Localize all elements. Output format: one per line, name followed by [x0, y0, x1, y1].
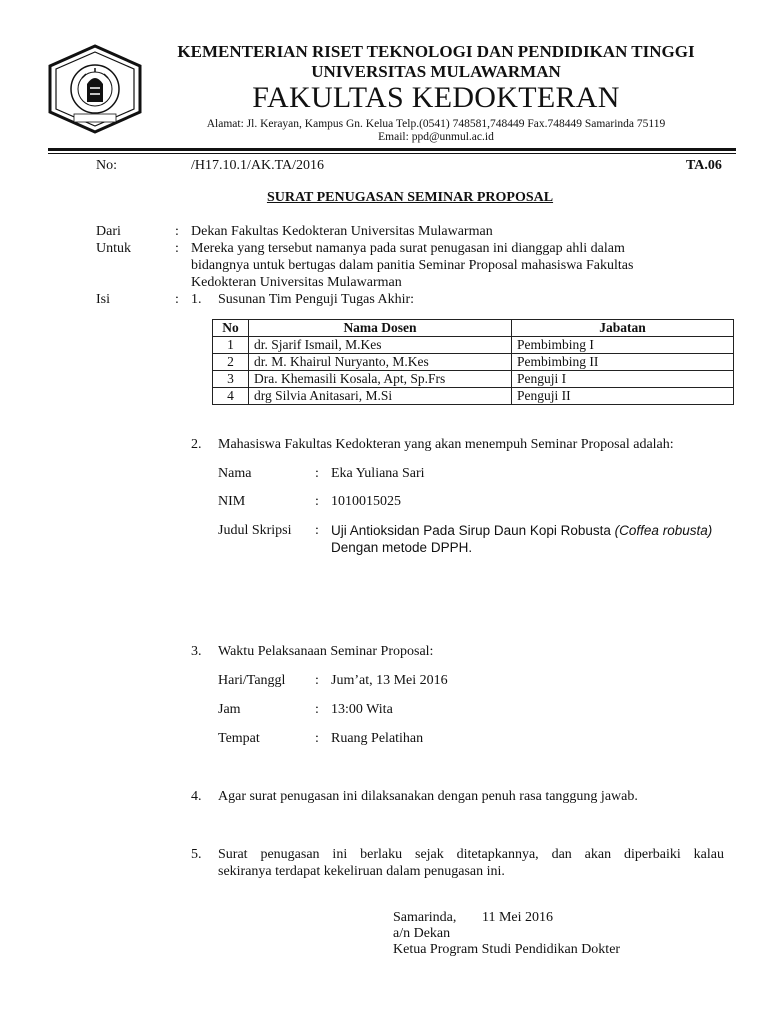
table-row [213, 337, 734, 354]
nama-label: Nama [218, 466, 252, 481]
table-header-nama: Nama Dosen [249, 320, 512, 337]
jam-value: 13:00 Wita [331, 702, 393, 717]
dari-value: Dekan Fakultas Kedokteran Universitas Mulawarman [191, 224, 493, 239]
nim-label: NIM [218, 494, 246, 509]
letterhead-address: Alamat: Jl. Kerayan, Kampus Gn. Kelua Telp.(0541) 748581,748449 Fax.748449 Samarinda 75119 [206, 118, 666, 130]
judul-label: Judul Skripsi [218, 523, 292, 538]
item5-line-2: sekiranya terdapat kekeliruan dalam penugasan ini. [218, 864, 505, 879]
table-cell-no: 2 [213, 354, 249, 371]
signature-position: Ketua Program Studi Pendidikan Dokter [393, 942, 621, 957]
university-logo [46, 44, 144, 134]
tempat-label: Tempat [218, 731, 260, 746]
dari-label: Dari [96, 224, 121, 239]
table-header-no: No [213, 320, 249, 337]
untuk-line-3: Kedokteran Universitas Mulawarman [191, 275, 402, 290]
table-header-jabatan: Jabatan [512, 320, 734, 337]
dari-colon: : [175, 224, 179, 239]
university-heading: UNIVERSITAS MULAWARMAN [311, 62, 561, 81]
item4-text: Agar surat penugasan ini dilaksanakan dengan penuh rasa tanggung jawab. [218, 789, 638, 804]
table-cell-jabatan: Penguji I [512, 371, 734, 388]
untuk-line-1: Mereka yang tersebut namanya pada surat penugasan ini dianggap ahli dalam [191, 241, 625, 256]
table-cell-no: 4 [213, 388, 249, 405]
item1-text: Susunan Tim Penguji Tugas Akhir: [218, 292, 415, 307]
ministry-heading: KEMENTERIAN RISET TEKNOLOGI DAN PENDIDIKAN TINGGI [177, 42, 695, 61]
table-cell-nama: dr. M. Khairul Nuryanto, M.Kes [249, 354, 512, 371]
item2-text: Mahasiswa Fakultas Kedokteran yang akan menempuh Seminar Proposal adalah: [218, 437, 674, 452]
tempat-colon: : [315, 731, 319, 746]
signature-place: Samarinda, [393, 910, 457, 925]
item5-line-1: Surat penugasan ini berlaku sejak ditetapkannya, dan akan diperbaiki kalau [218, 847, 724, 862]
table-row [213, 354, 734, 371]
untuk-label: Untuk [96, 241, 131, 256]
table-cell-nama: dr. Sjarif Ismail, M.Kes [249, 337, 512, 354]
isi-label: Isi [96, 292, 110, 307]
nama-value: Eka Yuliana Sari [331, 466, 425, 481]
hari-colon: : [315, 673, 319, 688]
judul-colon: : [315, 523, 319, 538]
table-cell-no: 3 [213, 371, 249, 388]
table-row [213, 388, 734, 405]
table-cell-no: 1 [213, 337, 249, 354]
examiner-table [212, 319, 734, 405]
ref-number: /H17.10.1/AK.TA/2016 [191, 158, 325, 173]
table-header-row [213, 320, 734, 337]
isi-colon: : [175, 292, 179, 307]
jam-colon: : [315, 702, 319, 717]
hari-value: Jum’at, 13 Mei 2016 [331, 673, 448, 688]
table-row [213, 371, 734, 388]
letterhead-rule-thin [48, 153, 736, 154]
table-cell-jabatan: Penguji II [512, 388, 734, 405]
judul-line-2: Dengan metode DPPH. [331, 540, 473, 555]
letter-title: SURAT PENUGASAN SEMINAR PROPOSAL [266, 190, 554, 205]
item3-number: 3. [191, 644, 202, 659]
judul-line-1-text: Uji Antioksidan Pada Sirup Daun Kopi Robusta [331, 523, 615, 538]
untuk-line-2: bidangnya untuk bertugas dalam panitia Seminar Proposal mahasiswa Fakultas [191, 258, 634, 273]
nim-value: 1010015025 [331, 494, 401, 509]
table-cell-jabatan: Pembimbing I [512, 337, 734, 354]
item5-number: 5. [191, 847, 202, 862]
item1-number: 1. [191, 292, 202, 307]
hari-label: Hari/Tanggl [218, 673, 286, 688]
signature-on-behalf: a/n Dekan [393, 926, 451, 941]
item4-number: 4. [191, 789, 202, 804]
item2-number: 2. [191, 437, 202, 452]
table-cell-nama: drg Silvia Anitasari, M.Si [249, 388, 512, 405]
tempat-value: Ruang Pelatihan [331, 731, 424, 746]
table-cell-nama: Dra. Khemasili Kosala, Apt, Sp.Frs [249, 371, 512, 388]
table-cell-jabatan: Pembimbing II [512, 354, 734, 371]
signature-date: 11 Mei 2016 [482, 910, 554, 925]
judul-line-1 [331, 523, 712, 538]
ref-code: TA.06 [686, 158, 722, 173]
letterhead-email: Email: ppd@unmul.ac.id [378, 131, 494, 143]
item3-text: Waktu Pelaksanaan Seminar Proposal: [218, 644, 434, 659]
ref-label: No: [96, 158, 117, 173]
faculty-heading: FAKULTAS KEDOKTERAN [252, 81, 620, 114]
untuk-colon: : [175, 241, 179, 256]
nim-colon: : [315, 494, 319, 509]
judul-line-1-italic: (Coffea robusta) [614, 523, 713, 538]
letterhead-rule-thick [48, 148, 736, 151]
jam-label: Jam [218, 702, 241, 717]
nama-colon: : [315, 466, 319, 481]
